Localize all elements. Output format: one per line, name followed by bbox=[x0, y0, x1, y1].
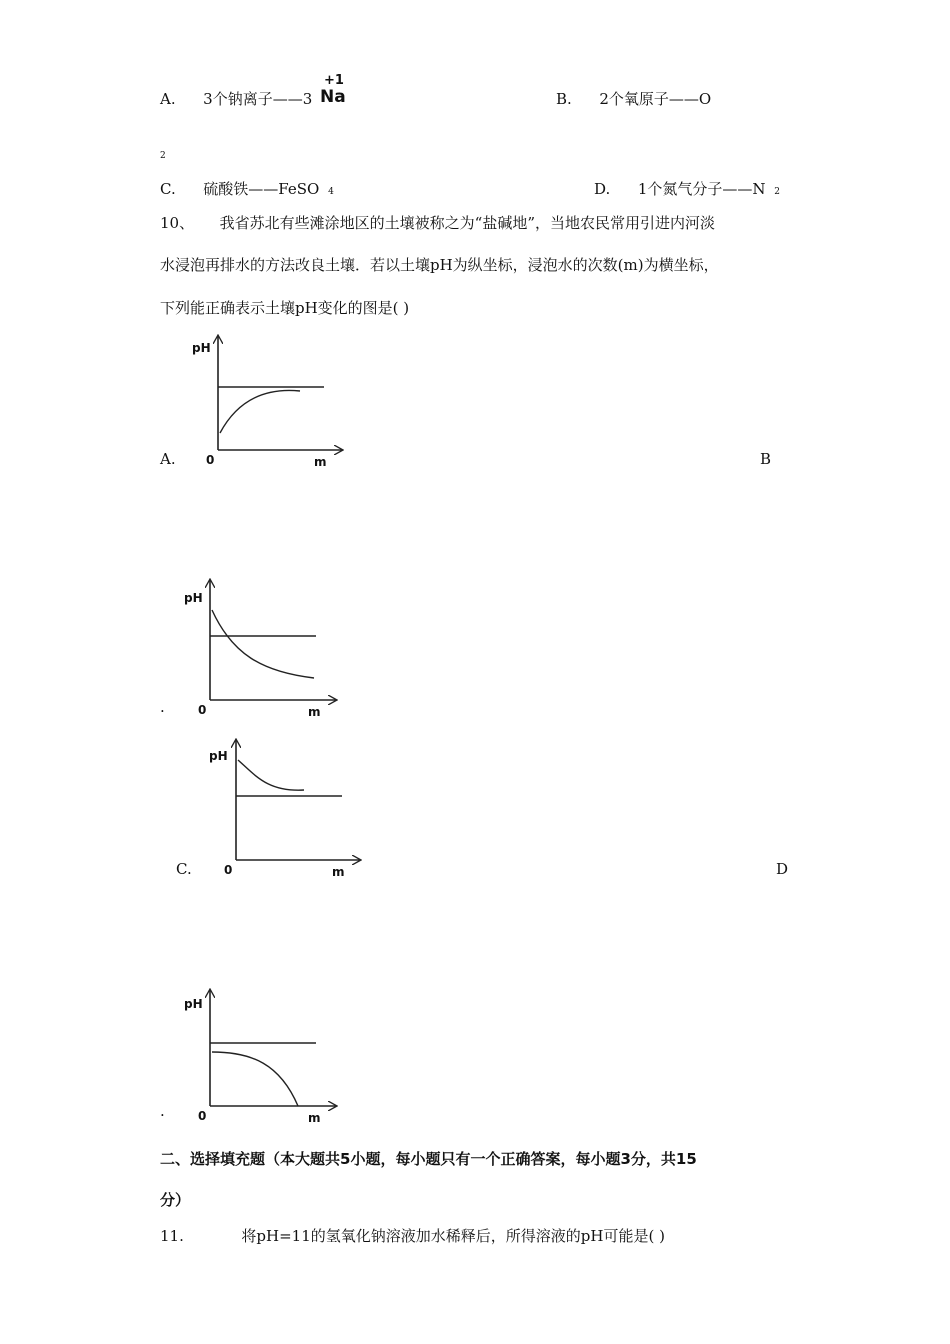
option-subscript: 2 bbox=[774, 187, 781, 197]
graph-d bbox=[172, 984, 352, 1124]
option-subscript: 4 bbox=[328, 187, 334, 197]
x-axis-label: m bbox=[308, 1111, 321, 1124]
ph-curve bbox=[212, 610, 314, 678]
na-symbol: Na bbox=[320, 87, 346, 107]
ph-curve bbox=[238, 760, 304, 790]
origin-label: 0 bbox=[224, 863, 233, 877]
y-axis-label: pH bbox=[192, 341, 211, 355]
ph-curve bbox=[212, 1052, 298, 1106]
option-letter: A. bbox=[160, 90, 176, 108]
option-b-label: B bbox=[760, 450, 772, 468]
option-a-label: A. bbox=[160, 450, 176, 468]
q10-line-1 bbox=[160, 216, 715, 231]
origin-label: 0 bbox=[198, 703, 207, 717]
question-text: 将pH=11的氢氧化钠溶液加水稀释后，所得溶液的pH可能是( ) bbox=[241, 1227, 665, 1245]
question-number: 11. bbox=[160, 1227, 184, 1245]
y-axis-label: pH bbox=[184, 997, 203, 1011]
x-axis-label: m bbox=[332, 865, 345, 879]
option-c-label: C. bbox=[176, 860, 192, 878]
option-d-dot: . bbox=[160, 1102, 165, 1120]
question-text: 我省苏北有些滩涂地区的土壤被称之为“盐碱地”，当地农民常用引进内河淡 bbox=[219, 214, 715, 232]
q11-line bbox=[160, 1229, 665, 1244]
o2-subscript: 2 bbox=[160, 151, 166, 161]
q9-option-b bbox=[556, 92, 711, 107]
graph-a bbox=[180, 330, 360, 470]
option-text: 1个氮气分子——N bbox=[637, 180, 766, 198]
q10-line-2: 水浸泡再排水的方法改良土壤．若以土壤pH为纵坐标，浸泡水的次数(m)为横坐标， bbox=[160, 256, 719, 274]
section-2-heading-line-1: 二、选择填充题（本大题共5小题，每小题只有一个正确答案，每小题3分，共15 bbox=[160, 1150, 697, 1168]
na-charge-superscript: +1 bbox=[324, 73, 344, 88]
option-b-dot: . bbox=[160, 698, 165, 716]
x-axis-label: m bbox=[308, 705, 321, 719]
option-text: 2个氧原子——O bbox=[599, 90, 712, 108]
q10-line-3: 下列能正确表示土壤pH变化的图是( ) bbox=[160, 299, 410, 317]
option-letter: C. bbox=[160, 180, 176, 198]
section-2-heading-line-2: 分） bbox=[160, 1191, 191, 1209]
question-number: 10、 bbox=[160, 214, 195, 232]
ph-curve bbox=[220, 390, 300, 433]
q9-option-d bbox=[594, 182, 780, 197]
option-d-label: D bbox=[776, 860, 789, 878]
q9-option-a bbox=[160, 92, 312, 107]
origin-label: 0 bbox=[198, 1109, 207, 1123]
y-axis-label: pH bbox=[209, 749, 228, 763]
option-text: 硫酸铁——FeSO bbox=[203, 180, 320, 198]
option-letter: B. bbox=[556, 90, 572, 108]
y-axis-label: pH bbox=[184, 591, 203, 605]
option-letter: D. bbox=[594, 180, 611, 198]
q9-option-c bbox=[160, 182, 334, 197]
graph-c bbox=[198, 734, 378, 879]
x-axis-label: m bbox=[314, 455, 327, 469]
graph-b bbox=[172, 574, 352, 719]
origin-label: 0 bbox=[206, 453, 215, 467]
option-text: 3个钠离子——3 bbox=[203, 90, 313, 108]
